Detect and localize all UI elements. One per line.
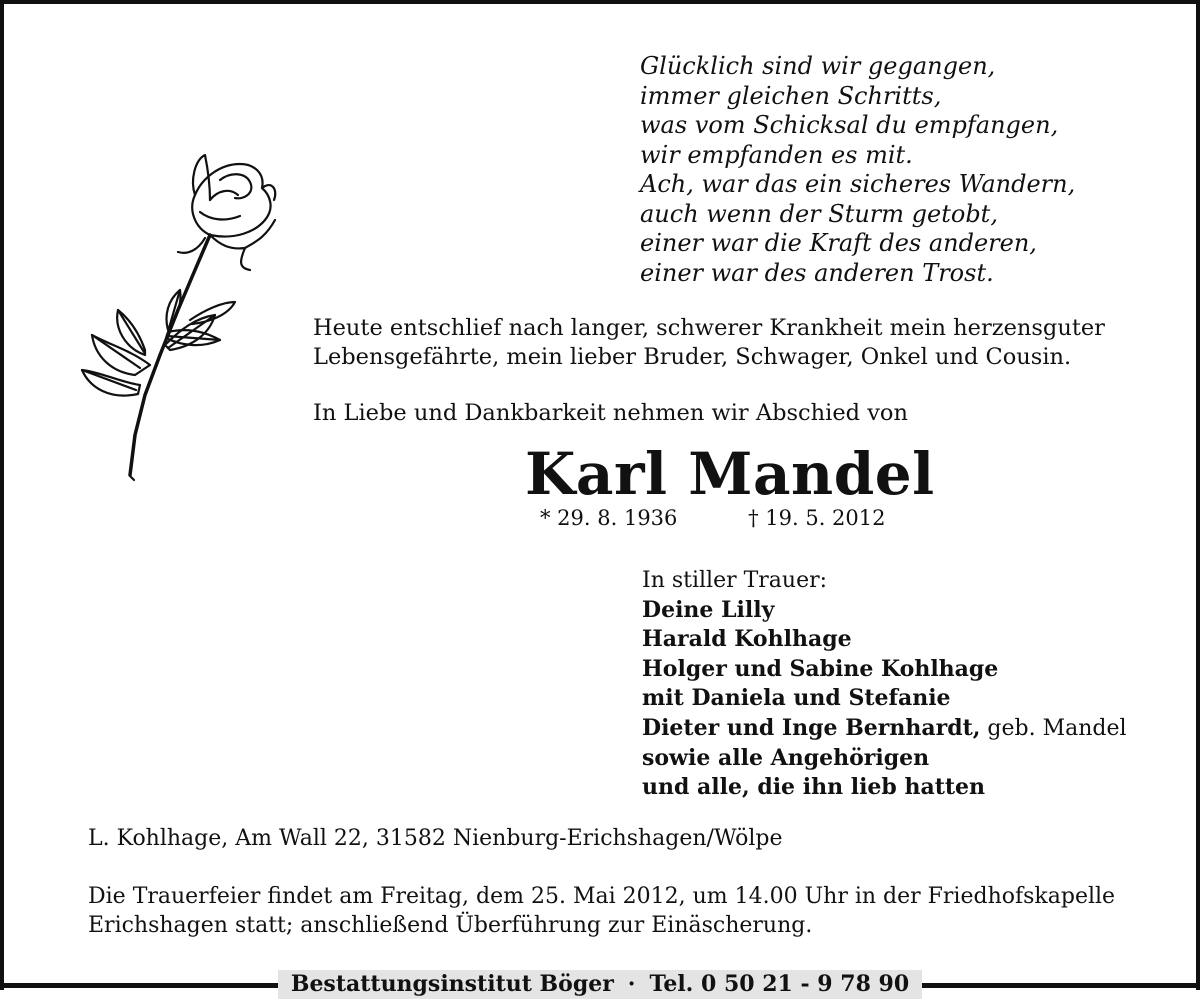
mourners-heading: In stiller Trauer: — [642, 568, 828, 593]
mourner-line — [642, 655, 1127, 685]
poem-line: wir empfanden es mit. — [640, 140, 913, 169]
funeral-info — [88, 882, 1115, 940]
mourner-name: mit Daniela und Stefanie — [642, 685, 951, 712]
poem-line: Ach, war das ein sicheres Wandern, — [640, 170, 1076, 198]
mourner-name: Holger und Sabine Kohlhage — [642, 655, 999, 682]
poem-line: was vom Schicksal du empfangen, — [640, 111, 1059, 139]
mourner-name: Deine Lilly — [642, 596, 775, 623]
funeral-home-name: Bestattungsinstitut Böger — [290, 971, 614, 997]
funeral-home-phone: Tel. 0 50 21 - 9 78 90 — [649, 971, 910, 997]
mourner-name: und alle, die ihn lieb hatten — [642, 774, 986, 801]
funeral-line-1: Die Trauerfeier findet am Freitag, dem 25. Mai 2012, um 14.00 Uhr in der Friedhofskapelle — [88, 884, 1116, 909]
farewell-text: In Liebe und Dankbarkeit nehmen wir Abschied von — [313, 400, 908, 426]
mourner-line — [642, 714, 1127, 744]
poem-line: Glücklich sind wir gegangen, — [640, 52, 996, 80]
mourner-name: sowie alle Angehörigen — [642, 744, 930, 771]
poem — [640, 52, 1075, 288]
intro-line-1: Heute entschlief nach langer, schwerer Krankheit mein herzensguter — [313, 315, 1105, 341]
death-date: † 19. 5. 2012 — [748, 506, 886, 530]
life-dates — [540, 506, 886, 530]
footer-rule-right — [922, 983, 1200, 988]
family-address: L. Kohlhage, Am Wall 22, 31582 Nienburg-Erichshagen/Wölpe — [88, 826, 783, 851]
poem-line: auch wenn der Sturm getobt, — [640, 199, 998, 228]
footer-separator: · — [627, 971, 636, 997]
poem-line: einer war die Kraft des anderen, — [640, 229, 1037, 257]
intro-line-2: Lebensgefährte, mein lieber Bruder, Schwager, Onkel und Cousin. — [313, 344, 1072, 370]
footer-rule-left — [0, 983, 278, 988]
poem-line: einer war des anderen Trost. — [640, 258, 994, 287]
birth-date: * 29. 8. 1936 — [540, 506, 678, 530]
rose-icon — [70, 150, 290, 500]
poem-line: immer gleichen Schritts, — [640, 81, 942, 110]
mourner-name: Harald Kohlhage — [642, 626, 852, 653]
intro-text — [313, 314, 1105, 372]
mourner-line — [642, 773, 1127, 803]
footer — [0, 970, 1200, 999]
mourner-line — [642, 744, 1127, 774]
funeral-line-2: Erichshagen statt; anschließend Überführung zur Einäscherung. — [88, 913, 813, 938]
mourner-line — [642, 684, 1127, 714]
mourner-name: Dieter und Inge Bernhardt, — [642, 714, 981, 741]
mourner-line — [642, 596, 1127, 626]
mourner-note: geb. Mandel — [980, 715, 1127, 741]
mourners-list — [642, 566, 1127, 803]
funeral-home-banner — [278, 970, 922, 999]
deceased-name: Karl Mandel — [525, 440, 935, 508]
mourner-line — [642, 625, 1127, 655]
